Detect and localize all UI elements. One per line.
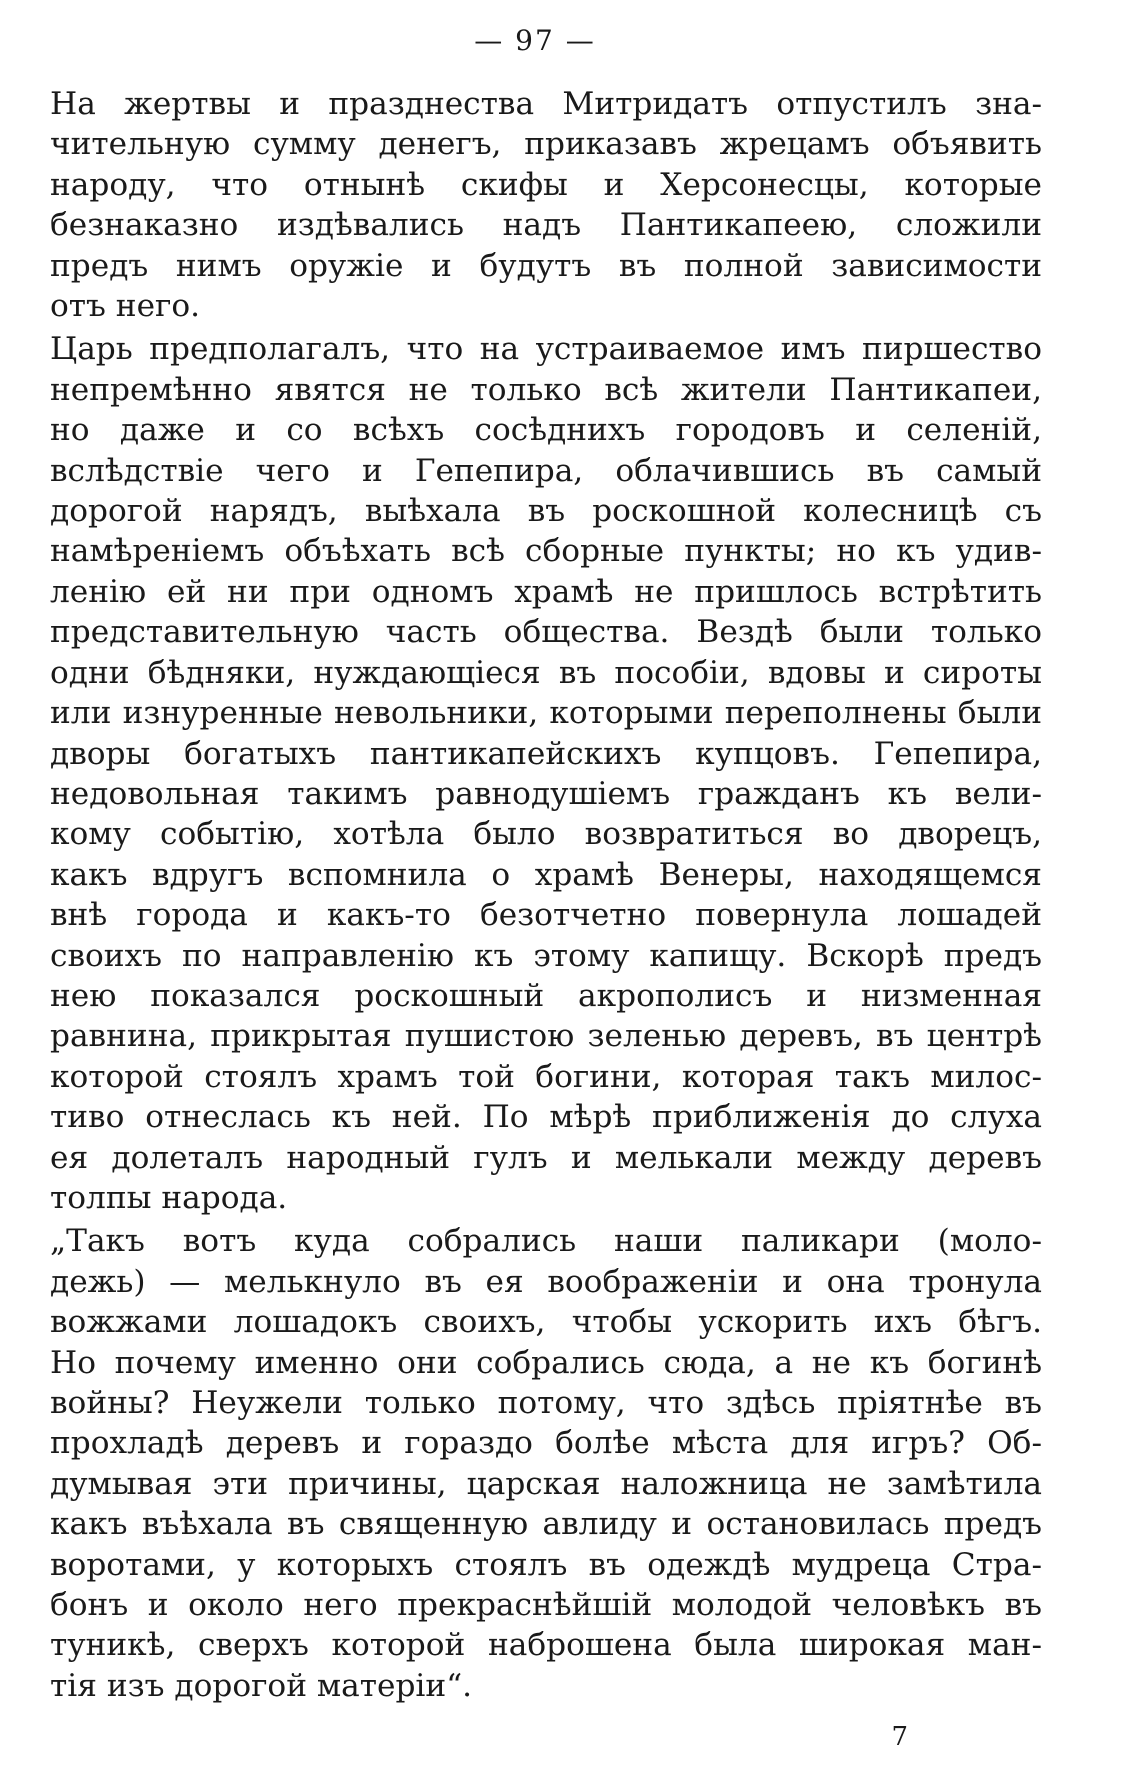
- text-line: ея долеталъ народный гулъ и мелькали между деревъ: [50, 1139, 1042, 1176]
- text-line: нею показался роскошный акрополисъ и низменная: [50, 977, 1042, 1014]
- text-line: вслѣдствіе чего и Гепепира, облачившись въ самый: [50, 452, 1042, 489]
- text-line: намѣреніемъ объѣхать всѣ сборные пункты; но къ удив-: [50, 533, 1042, 570]
- text-line: или изнуренные невольники, которыми переполнены были: [50, 695, 1042, 732]
- text-line: предъ нимъ оружіе и будутъ въ полной зависимости: [50, 247, 1042, 284]
- text-line: какъ въѣхала въ священную авлиду и остановилась предъ: [50, 1506, 1042, 1543]
- signature-mark: 7: [891, 1722, 908, 1752]
- text-line: которой стоялъ храмъ той богини, которая такъ милос-: [50, 1058, 1042, 1095]
- text-line: толпы народа.: [50, 1179, 288, 1216]
- text-line: своихъ по направленію къ этому капищу. Вскорѣ предъ: [50, 937, 1042, 974]
- text-line: непремѣнно явятся не только всѣ жители Пантикапеи,: [50, 371, 1042, 408]
- text-line: одни бѣдняки, нуждающіеся въ пособіи, вдовы и сироты: [50, 654, 1042, 691]
- paragraph-1: [50, 84, 1042, 326]
- text-line: бонъ и около него прекраснѣйшій молодой человѣкъ въ: [50, 1587, 1042, 1624]
- text-line: Но почему именно они собрались сюда, а не къ богинѣ: [50, 1344, 1042, 1381]
- text-line: вожжами лошадокъ своихъ, чтобы ускорить ихъ бѣгъ.: [50, 1304, 1042, 1341]
- text-line: безнаказно издѣвались надъ Пантикапеею, сложили: [50, 207, 1042, 244]
- text-line: народу, что отнынѣ скифы и Херсонесцы, которые: [50, 166, 1042, 203]
- text-line: войны? Неужели только потому, что здѣсь пріятнѣе въ: [50, 1385, 1042, 1421]
- text-line: тія изъ дорогой матеріи“.: [50, 1667, 473, 1704]
- text-line: внѣ города и какъ-то безотчетно повернула лошадей: [50, 897, 1042, 934]
- text-line: дворы богатыхъ пантикапейскихъ купцовъ. Гепепира,: [50, 735, 1042, 772]
- text-line: кому событію, хотѣла было возвратиться во дворецъ,: [50, 816, 1042, 853]
- text-line: тиво отнеслась къ ней. По мѣрѣ приближенія до слуха: [50, 1099, 1042, 1136]
- text-line: воротами, у которыхъ стоялъ въ одеждѣ мудреца Стра-: [50, 1546, 1042, 1583]
- text-line: дежь) — мелькнуло въ ея воображеніи и она тронула: [50, 1263, 1042, 1300]
- paragraph-2: [50, 329, 1042, 1218]
- page-number: — 97 —: [474, 24, 596, 57]
- text-line: отъ него.: [50, 288, 201, 325]
- text-line: прохладѣ деревъ и гораздо болѣе мѣста для игръ? Об-: [50, 1425, 1042, 1462]
- text-line: представительную часть общества. Вездѣ были только: [50, 614, 1042, 651]
- text-line: но даже и со всѣхъ сосѣднихъ городовъ и селеній,: [50, 412, 1042, 449]
- text-line: равнина, прикрытая пушистою зеленью деревъ, въ центрѣ: [50, 1018, 1042, 1055]
- text-line: недовольная такимъ равнодушіемъ гражданъ къ вели-: [50, 775, 1042, 812]
- text-line: „Такъ вотъ куда собрались наши паликари (моло-: [50, 1223, 1042, 1260]
- text-line: ленію ей ни при одномъ храмѣ не пришлось встрѣтить: [50, 573, 1042, 610]
- text-line: чительную сумму денегъ, приказавъ жрецамъ объявить: [50, 126, 1042, 163]
- body-text: [50, 84, 1042, 1709]
- paragraph-3: [50, 1221, 1042, 1706]
- text-line: думывая эти причины, царская наложница не замѣтила: [50, 1465, 1042, 1502]
- text-line: Царь предполагалъ, что на устраиваемое имъ пиршество: [50, 331, 1042, 368]
- text-line: туникѣ, сверхъ которой наброшена была широкая ман-: [50, 1627, 1042, 1664]
- text-line: дорогой нарядъ, выѣхала въ роскошной колесницѣ съ: [50, 493, 1042, 530]
- text-line: На жертвы и празднества Митридатъ отпустилъ зна-: [50, 86, 1042, 122]
- text-line: какъ вдругъ вспомнила о храмѣ Венеры, находящемся: [50, 856, 1042, 893]
